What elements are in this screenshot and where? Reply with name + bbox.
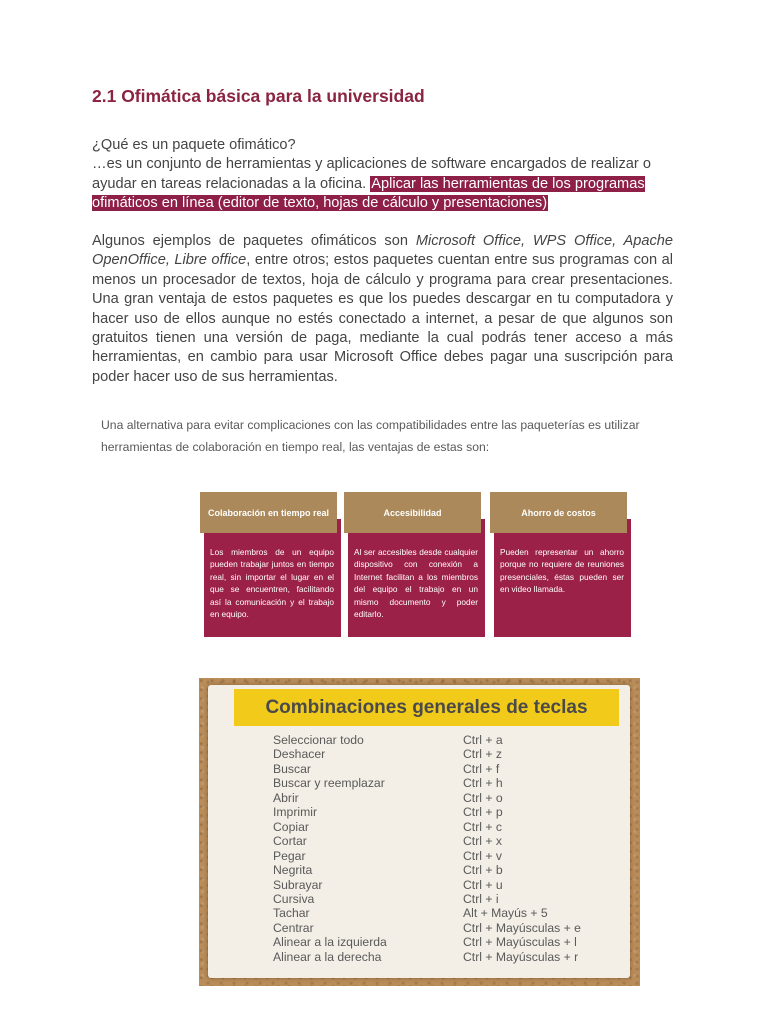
advantage-card <box>200 492 337 620</box>
shortcut-action: Abrir <box>273 790 299 805</box>
shortcut-action: Pegar <box>273 848 306 863</box>
shortcut-action: Deshacer <box>273 747 326 762</box>
advantage-card <box>490 492 627 595</box>
shortcut-keys: Ctrl + h <box>463 776 503 791</box>
shortcut-keys: Ctrl + f <box>463 761 500 776</box>
shortcut-keys: Ctrl + c <box>463 819 502 834</box>
shortcut-keys: Ctrl + o <box>463 790 503 805</box>
shortcut-action: Centrar <box>273 920 314 935</box>
card-body: Pueden representar un ahorro porque no requiere de reuniones presenciales, éstas pueden ser en video llamada. <box>494 519 631 637</box>
shortcut-action: Imprimir <box>273 805 318 820</box>
examples-prefix: Algunos ejemplos de paquetes ofimáticos son <box>92 233 416 249</box>
answer-text: …es un conjunto de herramientas y aplicaciones de software encargados de realizar o ayudar en tareas relacionadas a la oficina. <box>92 156 651 192</box>
card-title: Accesibilidad <box>344 492 481 533</box>
shortcut-action: Buscar <box>273 761 311 776</box>
card-body: Al ser accesibles desde cualquier dispositivo con conexión a Internet facilitan a los miembros del equipo el trabajo en un mismo documento y poder editarlo. <box>348 519 485 637</box>
shortcut-keys: Ctrl + a <box>463 733 503 747</box>
definition-paragraph <box>92 136 673 214</box>
card-title: Ahorro de costos <box>490 492 627 533</box>
question-text: ¿Qué es un paquete ofimático? <box>92 137 296 153</box>
shortcut-keys: Ctrl + Mayúsculas + e <box>463 920 581 935</box>
shortcuts-paper <box>208 685 630 978</box>
shortcut-keys: Ctrl + u <box>463 877 503 892</box>
shortcut-action: Seleccionar todo <box>273 733 364 747</box>
shortcut-keys: Ctrl + b <box>463 863 503 878</box>
shortcut-action: Copiar <box>273 819 309 834</box>
card-body: Los miembros de un equipo pueden trabajar juntos en tiempo real, sin importar el lugar en el que se encuentren, facilitando así la comunicación y el trabajo en equipo. <box>204 519 341 637</box>
shortcut-action: Alinear a la derecha <box>273 949 382 964</box>
shortcut-keys: Alt + Mayús + 5 <box>463 906 548 921</box>
shortcut-action: Alinear a la izquierda <box>273 935 387 950</box>
shortcut-action: Negrita <box>273 863 313 878</box>
shortcut-keys: Ctrl + Mayúsculas + r <box>463 949 579 964</box>
examples-paragraph <box>92 232 673 387</box>
alternative-intro: Una alternativa para evitar complicaciones con las compatibilidades entre las paqueterías es utilizar herramientas de colaboración en tiempo real, las ventajas de estas son: <box>101 418 640 454</box>
shortcut-keys: Ctrl + p <box>463 805 503 820</box>
shortcut-keys: Ctrl + Mayúsculas + l <box>463 935 577 950</box>
card-title: Colaboración en tiempo real <box>200 492 337 533</box>
shortcuts-image <box>199 678 640 986</box>
examples-products: Microsoft Office, WPS Office, Apache OpenOffice, Libre office <box>92 233 673 269</box>
shortcut-keys: Ctrl + z <box>463 747 502 762</box>
advantage-card <box>344 492 481 620</box>
shortcut-action: Buscar y reemplazar <box>273 776 385 791</box>
shortcut-action: Cursiva <box>273 891 315 906</box>
shortcut-action: Subrayar <box>273 877 323 892</box>
examples-rest: , entre otros; estos paquetes cuentan entre sus programas con al menos un procesador de textos, hoja de cálculo y programa para crear presentaciones. Una gran ventaja de estos paquetes es que los puedes descargar en tu computadora y hacer uso de ellos aunque no estés conectado a internet, a pesar de que algunos son gratuitos tienen una versión de paga, mediante la cual podrás tener acceso a más herramientas, en cambio para usar Microsoft Office debes pagar una suscripción para poder hacer uso de sus herramientas. <box>92 252 673 385</box>
shortcut-keys: Ctrl + v <box>463 848 502 863</box>
shortcut-action: Cortar <box>273 834 307 849</box>
shortcut-keys: Ctrl + x <box>463 834 502 849</box>
section-title: 2.1 Ofimática básica para la universidad <box>92 86 425 106</box>
shortcuts-title: Combinaciones generales de teclas <box>234 689 619 726</box>
highlighted-objective: Aplicar las herramientas de los programas ofimáticos en línea (editor de texto, hojas de cálculo y presentaciones) <box>92 175 645 212</box>
shortcut-action: Tachar <box>273 906 310 921</box>
shortcut-keys: Ctrl + i <box>463 891 499 906</box>
